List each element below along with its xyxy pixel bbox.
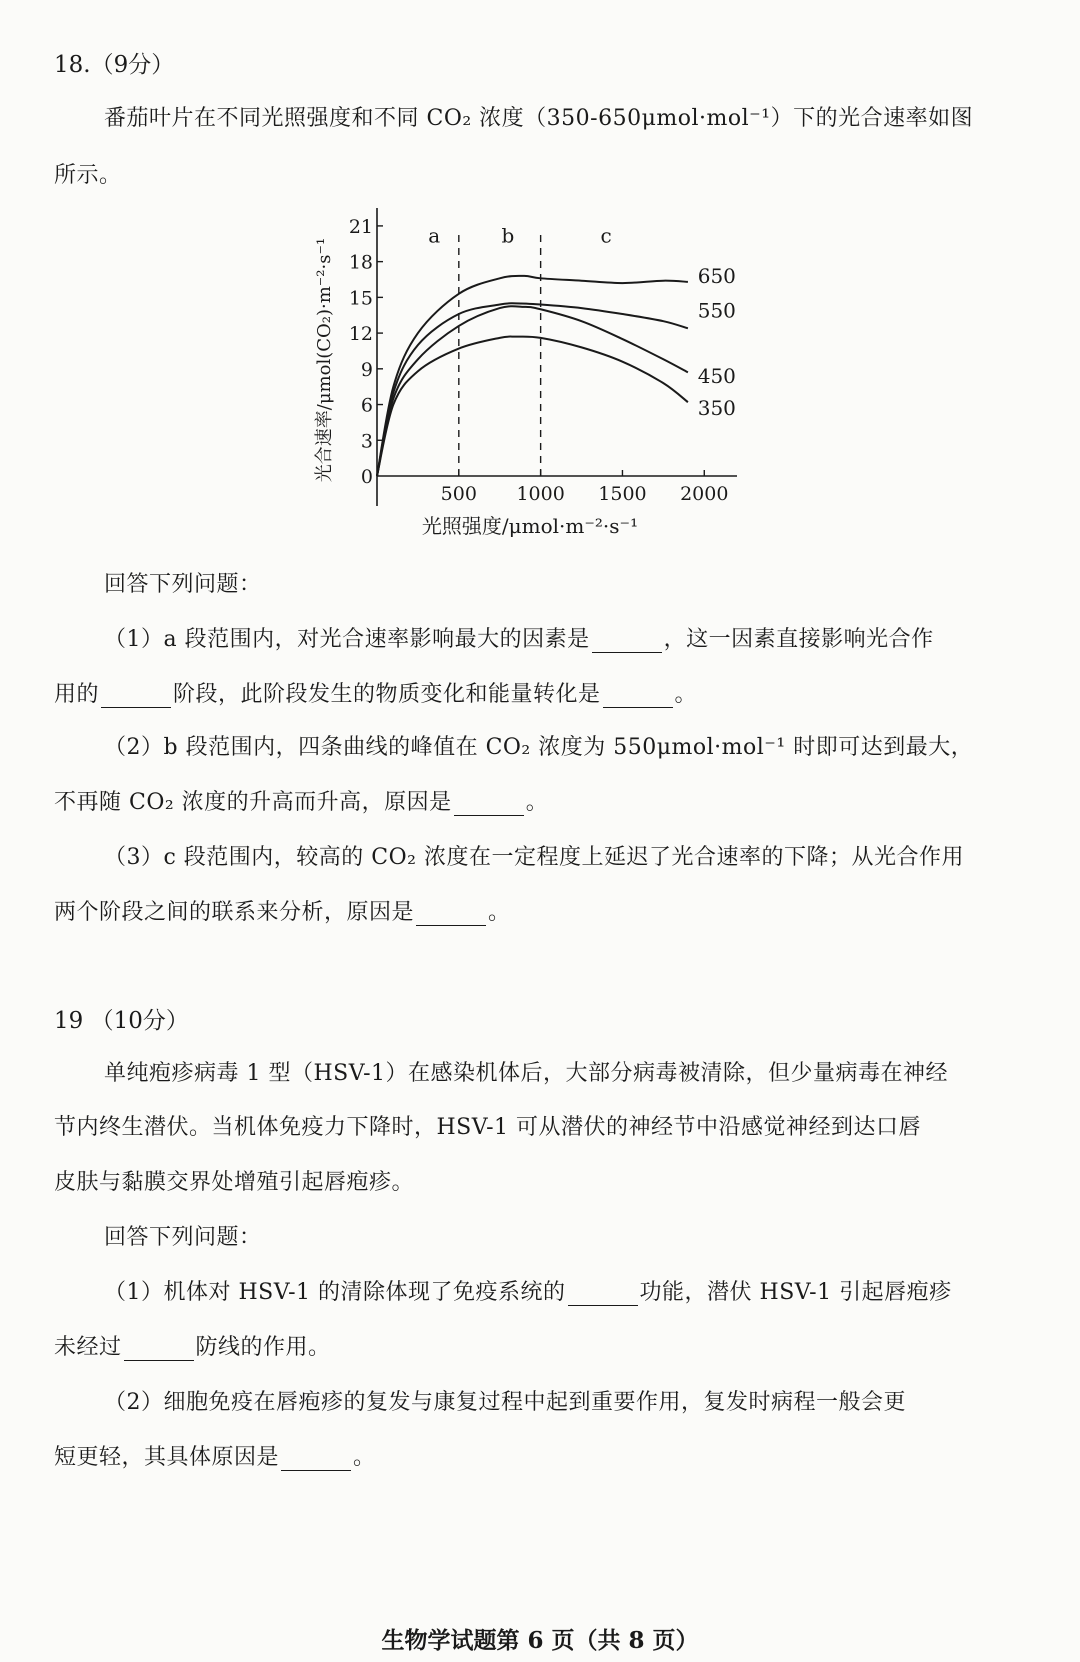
series-line-350	[377, 337, 688, 476]
y-tick-label: 21	[348, 215, 373, 238]
y-tick-label: 18	[348, 251, 373, 274]
answer-blank[interactable]	[568, 1281, 638, 1306]
series-label-650: 650	[697, 263, 736, 288]
y-tick-label: 6	[360, 394, 373, 417]
q18-p3-line1: （3）c 段范围内，较高的 CO₂ 浓度在一定程度上延迟了光合速率的下降；从光合作用	[104, 845, 964, 870]
q18-p1-text-a: （1）a 段范围内，对光合速率影响最大的因素是	[104, 627, 590, 652]
q18-p1-text-d: 阶段，此阶段发生的物质变化和能量转化是	[173, 682, 601, 707]
q18-p3-text-b: 。	[488, 900, 511, 925]
chart-lines	[377, 276, 688, 476]
q18-p1-text-c: 用的	[54, 682, 100, 707]
region-label-b: b	[501, 223, 515, 248]
region-label-a: a	[428, 223, 441, 248]
q19-intro-line2: 节内终生潜伏。当机体免疫力下降时，HSV-1 可从潜伏的神经节中沿感觉神经到达口唇	[54, 1115, 922, 1140]
answer-blank[interactable]	[101, 683, 171, 708]
q19-p1-text-b: 功能，潜伏 HSV-1 引起唇疱疹	[639, 1280, 952, 1305]
series-label-550: 550	[697, 298, 736, 323]
q18-intro-line1: 番茄叶片在不同光照强度和不同 CO₂ 浓度（350-650μmol·mol⁻¹）下的光合速率如图	[104, 106, 974, 131]
page-footer: 生物学试题第 6 页（共 8 页）	[381, 1627, 699, 1654]
q18-p2-line2	[54, 785, 1034, 816]
x-tick-label: 500	[440, 483, 477, 505]
y-tick-label: 12	[348, 323, 373, 346]
q18-p2-text-b: 。	[525, 790, 549, 815]
q19-p2-line1: （2）细胞免疫在唇疱疹的复发与康复过程中起到重要作用，复发时病程一般会更	[104, 1390, 906, 1415]
q19-p2-text-b: 。	[353, 1445, 376, 1470]
q19-p1-text-a: （1）机体对 HSV-1 的清除体现了免疫系统的	[104, 1280, 566, 1305]
answer-blank[interactable]	[124, 1336, 194, 1361]
q18-p1-line2	[54, 677, 1034, 708]
q19-p1-line2	[54, 1330, 1034, 1361]
q18-p1-line1	[104, 622, 1034, 653]
q18-p1-text-b: ，这一因素直接影响光合作	[663, 627, 934, 652]
answer-blank[interactable]	[603, 683, 673, 708]
chart-axes	[377, 208, 737, 506]
chart-ylabel: 光合速率/μmol(CO₂)·m⁻²·s⁻¹	[314, 237, 335, 483]
q19-p1-line1	[104, 1275, 1034, 1306]
chart-ticks	[349, 216, 729, 505]
q18-header: 18.（9分）	[54, 52, 175, 78]
series-label-450: 450	[697, 363, 736, 388]
x-tick-label: 2000	[680, 483, 729, 505]
q18-p1-text-e: 。	[674, 682, 698, 707]
q18-prompt: 回答下列问题：	[104, 572, 262, 597]
q19-p1-text-c: 未经过	[54, 1335, 122, 1360]
q18-intro-line2: 所示。	[54, 163, 122, 188]
q19-intro-line1: 单纯疱疹病毒 1 型（HSV-1）在感染机体后，大部分病毒被清除，但少量病毒在神经	[104, 1061, 949, 1086]
series-line-450	[377, 306, 688, 476]
q19-p2-line2	[54, 1440, 1034, 1471]
x-tick-label: 1000	[516, 483, 565, 505]
q19-p2-text-a: 短更轻，其具体原因是	[54, 1445, 280, 1470]
q18-p3-line2	[54, 895, 1034, 926]
x-tick-label: 1500	[598, 483, 647, 505]
q19-p1-text-d: 防线的作用。	[195, 1335, 331, 1360]
q19-intro-line3: 皮肤与黏膜交界处增殖引起唇疱疹。	[54, 1170, 415, 1195]
y-tick-label: 3	[360, 430, 373, 453]
y-tick-label: 0	[360, 466, 373, 488]
q18-p2-text-a: 不再随 CO₂ 浓度的升高而升高，原因是	[54, 790, 452, 815]
series-line-550	[377, 303, 688, 476]
q18-p2-line1: （2）b 段范围内，四条曲线的峰值在 CO₂ 浓度为 550μmol·mol⁻¹ 时即可达到最大，	[104, 735, 974, 760]
answer-blank[interactable]	[281, 1446, 351, 1471]
answer-blank[interactable]	[592, 628, 662, 653]
series-line-650	[377, 276, 688, 476]
chart-dividers	[459, 232, 541, 476]
y-tick-label: 15	[348, 287, 373, 310]
region-label-c: c	[600, 223, 612, 248]
q19-header: 19 （10分）	[54, 1008, 189, 1034]
chart-xlabel: 光照强度/μmol·m⁻²·s⁻¹	[421, 514, 639, 538]
q19-prompt: 回答下列问题：	[104, 1225, 262, 1250]
answer-blank[interactable]	[416, 901, 486, 926]
q18-p3-text-a: 两个阶段之间的联系来分析，原因是	[54, 900, 415, 925]
y-tick-label: 9	[360, 358, 373, 381]
answer-blank[interactable]	[454, 791, 524, 816]
series-label-350: 350	[697, 396, 736, 421]
photosynthesis-chart	[300, 195, 740, 550]
